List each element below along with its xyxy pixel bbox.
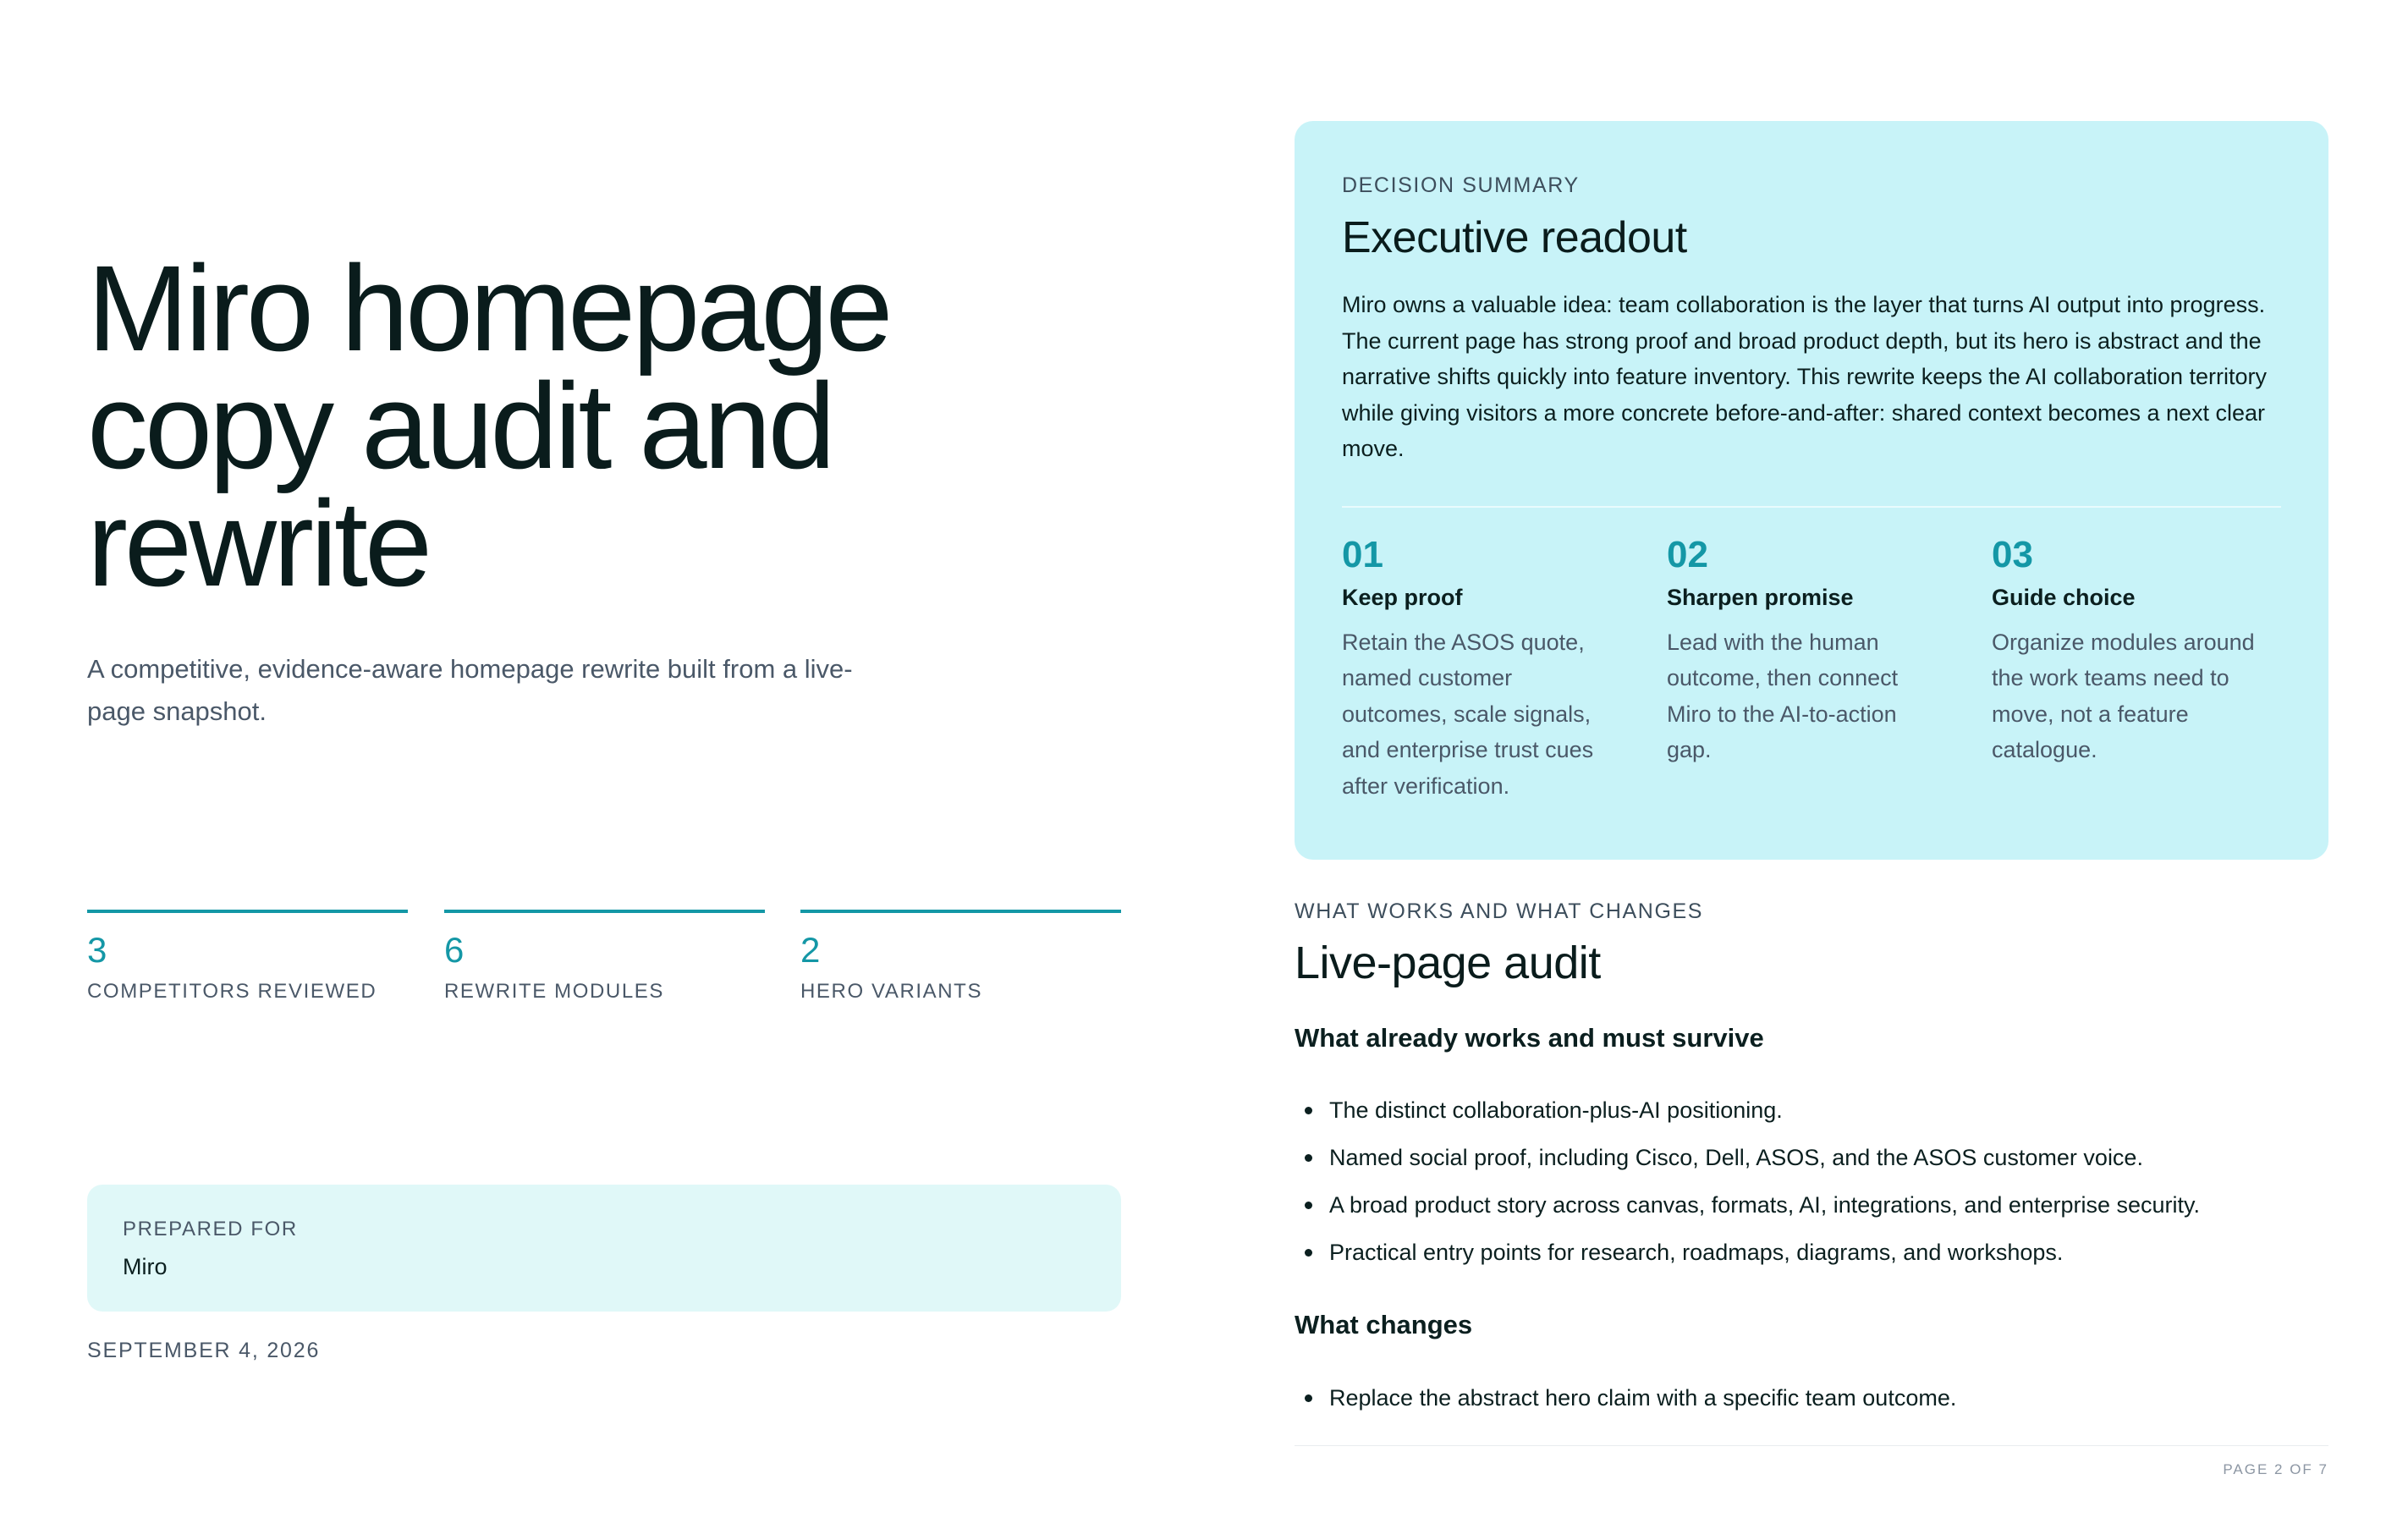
prepared-for-value: Miro: [123, 1254, 168, 1279]
stat-label: HERO VARIANTS: [800, 980, 983, 1003]
list-item: Practical entry points for research, roadmaps, diagrams, and workshops.: [1295, 1238, 2328, 1267]
summary-column-keep-proof: [1342, 533, 1667, 805]
column-body: Organize modules around the work teams need to move, not a feature catalogue.: [1992, 629, 2255, 762]
column-body: Retain the ASOS quote, named customer outcomes, scale signals, and enterprise trust cues after verification.: [1342, 629, 1594, 799]
report-subtitle: A competitive, evidence-aware homepage rewrite built from a live-page snapshot.: [87, 654, 853, 726]
works-list: [1295, 1096, 2328, 1285]
column-title: Sharpen promise: [1667, 584, 1854, 610]
column-title: Keep proof: [1342, 584, 1463, 610]
page-number: PAGE 2 OF 7: [2223, 1461, 2328, 1477]
decision-summary-card: [1295, 121, 2328, 860]
prepared-for-label: PREPARED FOR: [123, 1218, 298, 1240]
stat-competitors: [87, 910, 408, 1004]
stat-value: 2: [800, 930, 821, 970]
summary-divider: [1342, 506, 2281, 508]
summary-column-guide-choice: [1992, 533, 2317, 805]
stat-hero-variants: [800, 910, 1121, 1004]
cover-column: [87, 0, 1121, 1540]
list-item: A broad product story across canvas, formats, AI, integrations, and enterprise security.: [1295, 1191, 2328, 1219]
content-column: [1295, 0, 2328, 1540]
summary-title: Executive readout: [1342, 213, 1687, 262]
report-title-line: rewrite: [87, 476, 430, 612]
changes-heading: What changes: [1295, 1310, 1473, 1339]
summary-body: Miro owns a valuable idea: team collaboration is the layer that turns AI output into progress. The current page has strong proof and broad product depth, but its hero is abstract and the narrative shifts quickly into feature inventory. This rewrite keeps the AI collaboration territory while giving visitors a more concrete before-and-after: shared context becomes a next clear move.: [1342, 292, 2267, 461]
audit-title: Live-page audit: [1295, 938, 1601, 988]
stat-label: COMPETITORS REVIEWED: [87, 980, 377, 1003]
column-title: Guide choice: [1992, 584, 2136, 610]
column-number: 03: [1992, 533, 2033, 575]
column-number: 01: [1342, 533, 1383, 575]
stat-modules: [444, 910, 765, 1004]
summary-eyebrow: DECISION SUMMARY: [1342, 173, 1580, 197]
report-title: [87, 240, 1121, 612]
footer-divider: [1295, 1445, 2328, 1446]
report-date: SEPTEMBER 4, 2026: [87, 1339, 321, 1362]
list-item: Replace the abstract hero claim with a specific team outcome.: [1295, 1383, 2328, 1412]
report-title-line: Miro homepage: [87, 240, 890, 377]
list-item: Named social proof, including Cisco, Dell, ASOS, and the ASOS customer voice.: [1295, 1143, 2328, 1172]
summary-column-sharpen-promise: [1667, 533, 1992, 805]
stat-value: 6: [444, 930, 465, 970]
audit-eyebrow: WHAT WORKS AND WHAT CHANGES: [1295, 899, 1704, 923]
column-number: 02: [1667, 533, 1708, 575]
prepared-for-card: [87, 1185, 1121, 1312]
column-body: Lead with the human outcome, then connect Miro to the AI-to-action gap.: [1667, 629, 1899, 762]
stat-label: REWRITE MODULES: [444, 980, 665, 1003]
stat-value: 3: [87, 930, 107, 970]
report-title-line: copy audit and: [87, 358, 833, 494]
list-item: The distinct collaboration-plus-AI positioning.: [1295, 1096, 2328, 1125]
works-heading: What already works and must survive: [1295, 1023, 1764, 1053]
summary-columns: [1342, 533, 2281, 805]
changes-list: [1295, 1383, 2328, 1431]
